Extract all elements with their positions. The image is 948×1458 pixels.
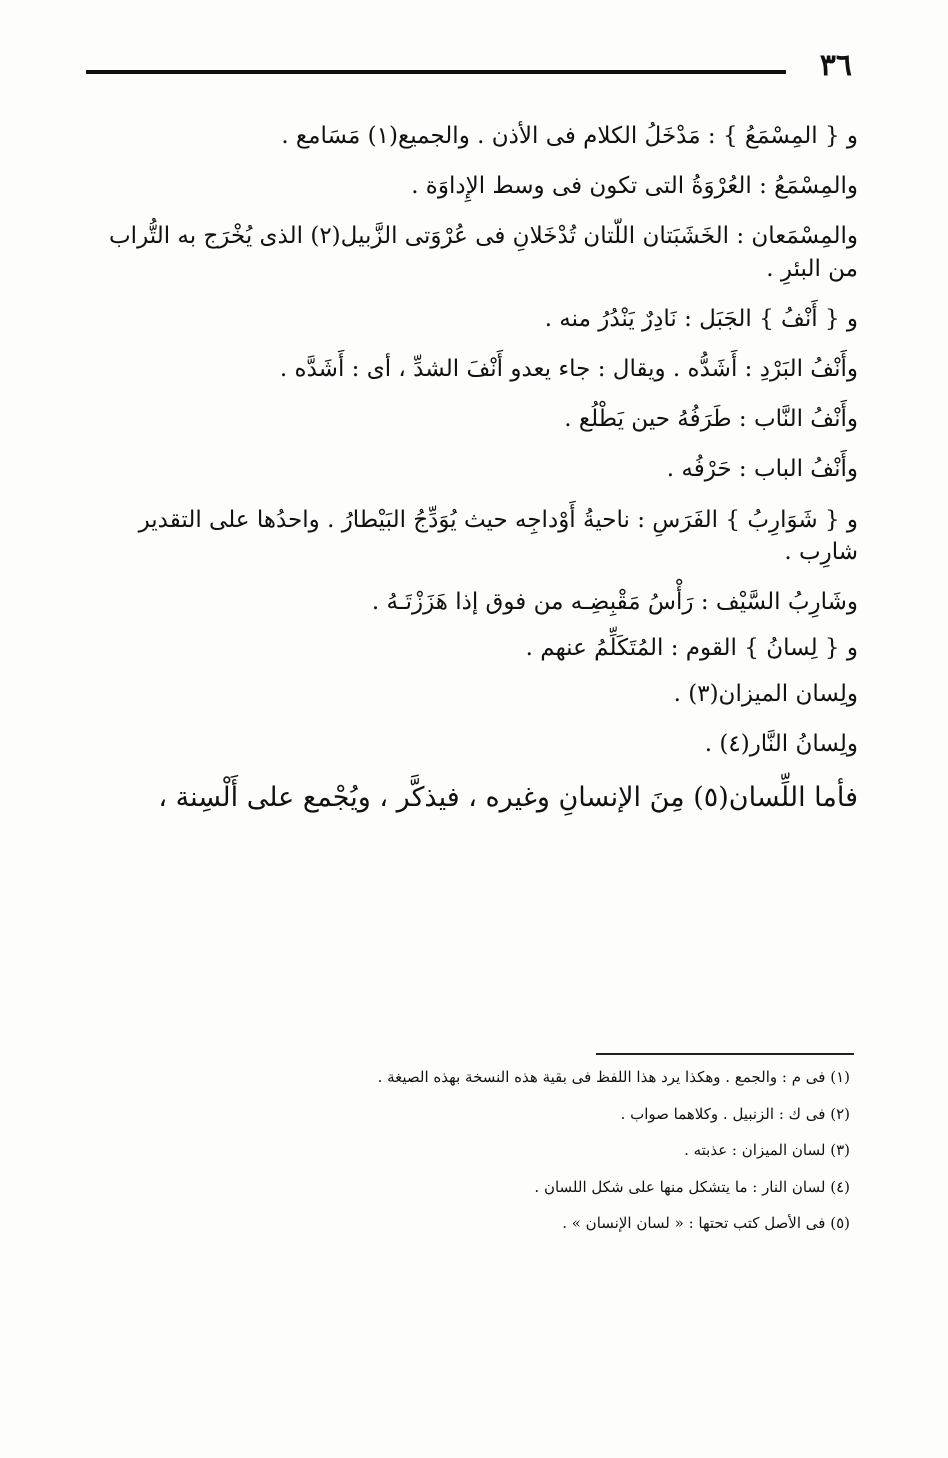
text-line: و { أَنْفُ } الجَبَل : نَادِرٌ يَنْدُرُ منه . bbox=[544, 305, 858, 332]
footnote: (٢) فى ك : الزنبيل . وكلاهما صواب . bbox=[620, 1104, 850, 1123]
text-line: و { لِسانُ } القوم : المُتَكَلِّمُ عنهم . bbox=[525, 635, 858, 662]
text-line: والمِسْمَعُ : العُرْوَةُ التى تكون فى وسط الإِداوَة . bbox=[411, 173, 858, 200]
text-line: ولِسان الميزان(٣) . bbox=[673, 681, 858, 708]
footnote: (٥) فى الأصل كتب تحتها : « لسان الإنسان » . bbox=[562, 1214, 850, 1232]
text-line: ولِسانُ النَّار(٤) . bbox=[704, 731, 858, 758]
footnote: (٣) لسان الميزان : عذبته . bbox=[684, 1141, 850, 1159]
footnotes bbox=[150, 1066, 850, 1249]
footnote: (١) فى م : والجمع . وهكذا يرد هذا اللفظ فى بقية هذه النسخة بهذه الصيغة . bbox=[377, 1068, 850, 1086]
text-line: وأَنْفُ الباب : حَرْفُه . bbox=[666, 456, 858, 483]
main-text bbox=[78, 120, 858, 834]
page-number: ٣٦ bbox=[819, 48, 852, 83]
text-line: وأَنْفُ البَرْدِ : أَشَدُّه . ويقال : جاء يعدو أَنْفَ الشدِّ ، أى : أَشَدَّه . bbox=[279, 355, 858, 382]
text-line: وأَنْفُ النَّاب : طَرَفُهُ حين يَطْلُع . bbox=[564, 406, 858, 433]
footnote-rule bbox=[596, 1053, 854, 1055]
text-line: والمِسْمَعان : الخَشَبَتان اللّتان تُدْخَلانِ فى عُرْوَتى الزَّبيل(٢) الذى يُخْرَج به التُّراب من البئرِ . bbox=[109, 223, 858, 282]
text-line: فأما اللِّسان(٥) مِنَ الإنسانِ وغيره ، فيذكَّر ، ويُجْمع على أَلْسِنة ، bbox=[158, 781, 858, 813]
footnote: (٤) لسان النار : ما يتشكل منها على شكل اللسان . bbox=[534, 1177, 850, 1196]
page-header bbox=[86, 48, 852, 92]
text-line: وشَارِبُ السَّيْف : رَأْسُ مَقْبِضِـه من فوق إذا هَزَزْتَـهُ . bbox=[371, 588, 858, 615]
text-line: و { شَوَارِبُ } الفَرَسِ : ناحيةُ أَوْداجِه حيث يُوَدِّجُ البَيْطارُ . واحدُها على التقدير شارِب . bbox=[138, 506, 858, 565]
text-line: و { المِسْمَعُ } : مَدْخَلُ الكلام فى الأذن . والجميع(١) مَسَامع . bbox=[281, 123, 858, 149]
header-rule bbox=[86, 70, 786, 74]
